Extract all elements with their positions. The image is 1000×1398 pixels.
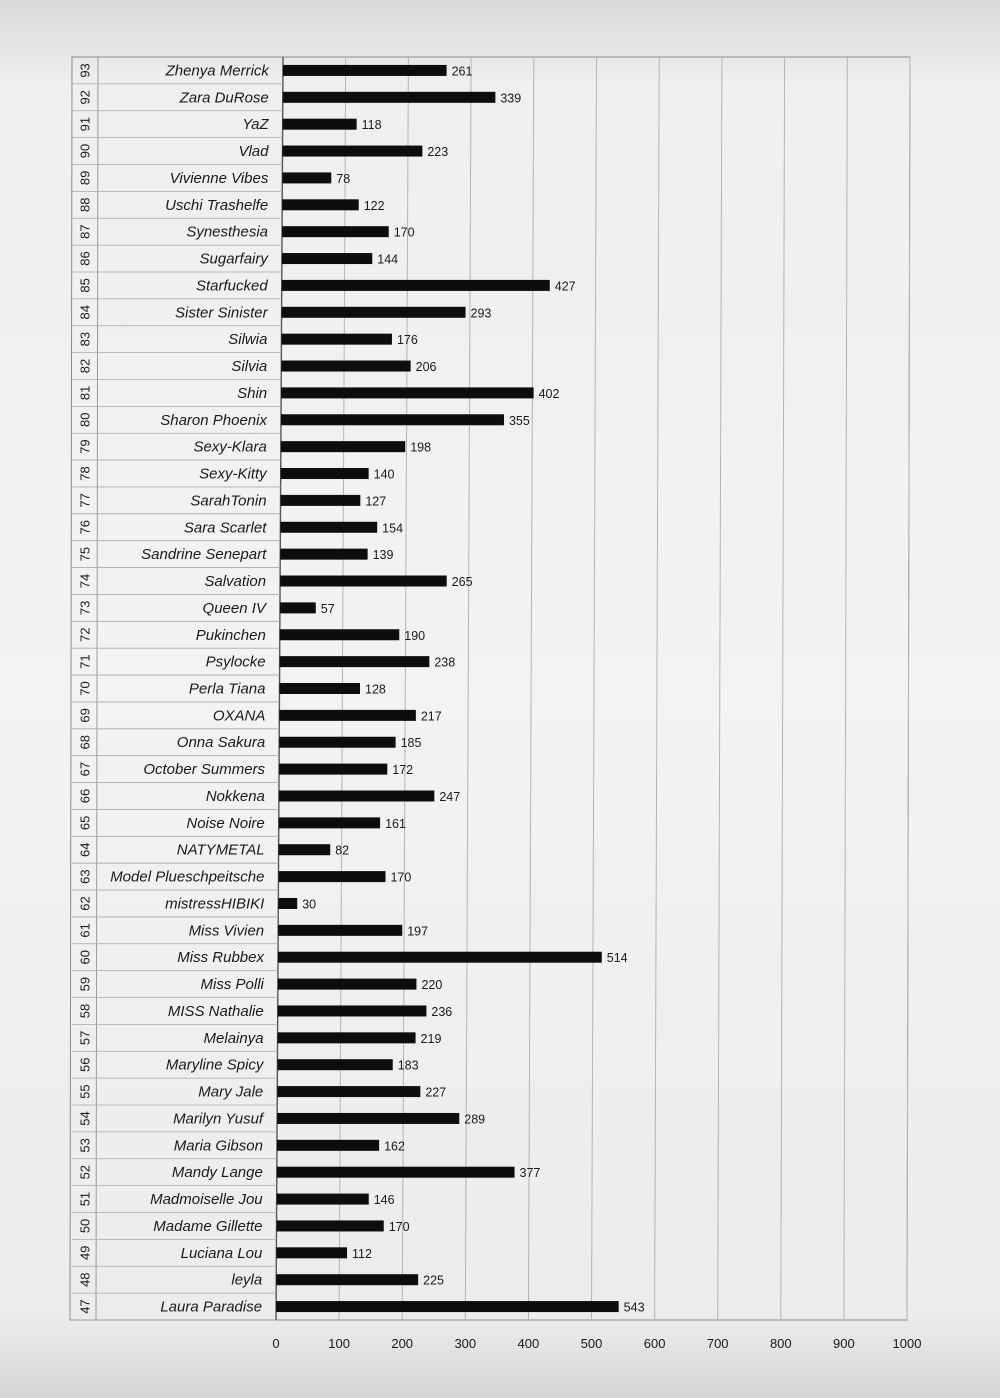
data-label: 127 xyxy=(365,494,387,509)
data-label: 225 xyxy=(423,1273,445,1288)
data-label: 197 xyxy=(407,924,429,939)
category-label: Onna Sakura xyxy=(176,734,266,752)
row-52 xyxy=(72,1164,540,1185)
bar xyxy=(276,1247,347,1258)
row-77 xyxy=(72,492,386,513)
gridline-500 xyxy=(592,57,597,1320)
row-60 xyxy=(72,949,628,970)
row-number: 72 xyxy=(77,627,93,642)
bar xyxy=(278,925,402,936)
category-label: Vivienne Vibes xyxy=(169,169,269,187)
gridline-400 xyxy=(528,57,533,1320)
bar xyxy=(280,683,361,694)
row-89 xyxy=(72,170,350,191)
row-66 xyxy=(72,788,460,809)
row-47 xyxy=(72,1299,645,1320)
row-number: 82 xyxy=(77,358,93,374)
category-label: Psylocke xyxy=(205,653,266,671)
row-number: 75 xyxy=(77,546,93,562)
bar xyxy=(280,629,399,640)
row-58 xyxy=(72,1003,452,1024)
bar xyxy=(281,441,405,452)
category-label: OXANA xyxy=(212,707,266,725)
bar xyxy=(277,1140,379,1151)
row-72 xyxy=(72,627,425,648)
bar xyxy=(283,92,496,103)
row-83 xyxy=(72,331,418,352)
row-56 xyxy=(72,1057,419,1078)
row-86 xyxy=(72,251,398,272)
bar xyxy=(282,280,550,291)
row-number: 67 xyxy=(77,761,93,777)
bar xyxy=(281,468,369,479)
row-64 xyxy=(72,842,349,863)
category-label: Sexy-Kitty xyxy=(199,465,267,483)
row-85 xyxy=(72,277,576,298)
row-number: 64 xyxy=(77,842,93,857)
data-label: 220 xyxy=(421,978,443,993)
row-48 xyxy=(72,1272,444,1293)
row-90 xyxy=(72,143,448,164)
bar xyxy=(276,1301,619,1312)
bar xyxy=(282,226,389,237)
data-label: 293 xyxy=(470,306,492,321)
data-label: 146 xyxy=(373,1193,395,1208)
bar xyxy=(279,844,331,855)
category-label: NATYMETAL xyxy=(176,841,265,859)
row-number: 83 xyxy=(77,331,93,347)
row-number: 54 xyxy=(77,1111,93,1126)
row-number: 90 xyxy=(77,143,93,159)
data-label: 427 xyxy=(554,279,576,294)
row-number: 61 xyxy=(77,923,93,938)
data-label: 261 xyxy=(451,64,473,79)
bar xyxy=(278,898,297,909)
data-label: 183 xyxy=(397,1058,419,1073)
data-label: 170 xyxy=(390,870,412,885)
data-label: 190 xyxy=(404,628,426,643)
row-93 xyxy=(72,62,472,83)
data-label: 170 xyxy=(393,225,415,240)
category-label: Sister Sinister xyxy=(175,304,268,322)
row-number: 86 xyxy=(77,251,93,266)
row-65 xyxy=(72,815,406,836)
data-label: 236 xyxy=(431,1004,453,1019)
row-68 xyxy=(72,734,422,755)
bar xyxy=(279,737,395,748)
data-label: 162 xyxy=(384,1139,405,1154)
row-number: 60 xyxy=(77,949,93,965)
row-78 xyxy=(72,466,395,487)
data-label: 161 xyxy=(385,816,406,831)
bar xyxy=(277,1086,420,1097)
category-label: Salvation xyxy=(204,573,267,591)
category-label: Zara DuRose xyxy=(179,89,269,107)
x-tick-label: 900 xyxy=(833,1336,855,1351)
category-label: Vlad xyxy=(238,143,269,161)
row-79 xyxy=(72,439,431,460)
gridline-800 xyxy=(781,57,785,1320)
row-number: 56 xyxy=(77,1057,93,1072)
row-number: 52 xyxy=(77,1164,93,1180)
data-label: 339 xyxy=(500,91,522,106)
category-label: mistressHIBIKI xyxy=(165,895,265,913)
row-number: 59 xyxy=(77,976,93,992)
row-number: 62 xyxy=(77,896,93,911)
row-number: 77 xyxy=(77,493,93,508)
data-label: 206 xyxy=(415,360,437,375)
category-label: Queen IV xyxy=(202,599,266,617)
bar xyxy=(279,764,387,775)
bar xyxy=(278,1032,416,1043)
row-75 xyxy=(72,546,394,567)
number-column-divider xyxy=(96,57,98,1320)
data-label: 78 xyxy=(336,171,351,186)
data-label: 170 xyxy=(388,1219,410,1234)
row-number: 89 xyxy=(77,170,93,186)
data-label: 30 xyxy=(302,897,317,912)
row-number: 47 xyxy=(77,1299,93,1314)
row-number: 81 xyxy=(77,385,93,401)
row-71 xyxy=(72,654,455,675)
row-number: 57 xyxy=(77,1030,93,1046)
data-label: 217 xyxy=(420,709,442,724)
bar xyxy=(281,495,361,506)
bar xyxy=(279,817,380,828)
category-label: Miss Rubbex xyxy=(177,949,265,967)
category-label: Synesthesia xyxy=(186,223,269,241)
row-53 xyxy=(72,1137,405,1158)
x-tick-label: 200 xyxy=(391,1336,414,1351)
data-label: 543 xyxy=(623,1300,645,1315)
row-number: 73 xyxy=(77,600,93,616)
category-label: Marilyn Yusuf xyxy=(173,1110,264,1128)
category-label: Mary Jale xyxy=(198,1083,264,1101)
row-80 xyxy=(72,412,530,433)
bar xyxy=(279,710,416,721)
data-label: 223 xyxy=(427,145,449,160)
category-label: Sharon Phoenix xyxy=(160,411,267,429)
data-label: 198 xyxy=(410,440,432,455)
x-tick-label: 100 xyxy=(328,1336,350,1351)
category-label: Silvia xyxy=(231,358,268,376)
category-label: Melainya xyxy=(203,1029,264,1047)
row-57 xyxy=(72,1030,441,1051)
row-55 xyxy=(72,1084,446,1105)
category-label: Sugarfairy xyxy=(199,250,268,268)
row-74 xyxy=(72,573,473,594)
data-label: 402 xyxy=(538,386,560,401)
category-label: Luciana Lou xyxy=(180,1244,263,1262)
row-54 xyxy=(72,1110,485,1131)
category-label: Maryline Spicy xyxy=(165,1056,264,1074)
row-number: 55 xyxy=(77,1084,93,1099)
category-label: Noise Noire xyxy=(186,814,265,832)
data-label: 265 xyxy=(451,575,473,590)
x-tick-label: 300 xyxy=(454,1336,477,1351)
row-number: 48 xyxy=(77,1272,93,1287)
category-label: Starfucked xyxy=(196,277,268,295)
row-51 xyxy=(72,1191,395,1212)
row-67 xyxy=(72,761,413,782)
bar xyxy=(281,414,504,425)
category-label: Laura Paradise xyxy=(160,1298,263,1316)
gridline-700 xyxy=(718,57,722,1320)
bar xyxy=(280,576,447,587)
data-label: 247 xyxy=(439,789,461,804)
bar xyxy=(278,952,602,963)
category-label: MISS Nathalie xyxy=(167,1002,264,1020)
data-label: 140 xyxy=(373,467,395,482)
row-59 xyxy=(72,976,442,997)
row-76 xyxy=(72,519,403,540)
row-number: 70 xyxy=(77,681,93,696)
bar xyxy=(276,1274,418,1285)
x-tick-label: 500 xyxy=(580,1336,603,1351)
row-50 xyxy=(72,1218,410,1239)
bar xyxy=(283,119,357,130)
category-label: Nokkena xyxy=(205,787,265,805)
bar xyxy=(277,1059,392,1070)
x-tick-label: 700 xyxy=(706,1336,729,1351)
bar xyxy=(277,1113,459,1124)
row-number: 84 xyxy=(77,305,93,320)
gridline-200 xyxy=(402,57,408,1320)
row-number: 69 xyxy=(77,708,93,723)
data-label: 176 xyxy=(396,333,418,348)
row-92 xyxy=(72,89,521,110)
bar xyxy=(280,549,367,560)
gridline-1000 xyxy=(907,57,910,1320)
category-label: Sexy-Klara xyxy=(193,438,267,456)
row-61 xyxy=(72,922,428,943)
row-number: 74 xyxy=(77,573,93,589)
x-tick-label: 1000 xyxy=(892,1336,922,1351)
bar xyxy=(277,1220,384,1231)
category-label: Shin xyxy=(237,384,268,402)
data-label: 172 xyxy=(392,763,414,778)
row-91 xyxy=(72,116,382,137)
category-label: YaZ xyxy=(242,116,269,134)
row-49 xyxy=(72,1245,372,1266)
x-axis xyxy=(272,1336,921,1351)
row-number: 71 xyxy=(77,654,93,669)
row-70 xyxy=(72,681,386,702)
row-number: 63 xyxy=(77,869,93,884)
category-label: Sandrine Senepart xyxy=(141,546,267,564)
category-label: Madmoiselle Jou xyxy=(150,1191,263,1209)
bar xyxy=(278,1005,427,1016)
data-label: 355 xyxy=(508,413,530,428)
row-number: 80 xyxy=(77,412,93,428)
bar xyxy=(282,172,331,183)
rows-layer xyxy=(72,62,645,1320)
data-label: 154 xyxy=(382,521,404,536)
row-63 xyxy=(72,869,411,890)
data-label: 219 xyxy=(420,1031,442,1046)
gridline-300 xyxy=(465,57,471,1320)
bar xyxy=(282,253,372,264)
gridline-600 xyxy=(655,57,660,1320)
gridline-900 xyxy=(844,57,847,1320)
category-label: Sara Scarlet xyxy=(183,519,267,537)
row-number: 93 xyxy=(77,63,93,78)
row-81 xyxy=(72,385,560,406)
bar xyxy=(282,199,359,210)
bar xyxy=(280,656,430,667)
category-label: Miss Polli xyxy=(200,976,264,994)
bar xyxy=(280,602,316,613)
bar xyxy=(277,1167,515,1178)
data-label: 227 xyxy=(425,1085,447,1100)
data-label: 139 xyxy=(372,548,394,563)
data-label: 238 xyxy=(434,655,456,670)
category-label: Silwia xyxy=(228,331,268,349)
data-label: 144 xyxy=(377,252,399,267)
row-number: 66 xyxy=(77,788,93,804)
category-label: Zhenya Merrick xyxy=(165,62,269,80)
bar xyxy=(281,361,410,372)
row-number: 79 xyxy=(77,439,93,454)
category-label: Mandy Lange xyxy=(171,1164,263,1182)
x-tick-label: 400 xyxy=(517,1336,540,1351)
row-number: 87 xyxy=(77,224,93,239)
bar xyxy=(278,979,417,990)
data-label: 82 xyxy=(335,843,350,858)
data-label: 118 xyxy=(361,118,382,133)
bar xyxy=(277,1194,369,1205)
row-number: 53 xyxy=(77,1138,93,1153)
data-label: 185 xyxy=(400,736,422,751)
row-62 xyxy=(72,895,316,916)
row-82 xyxy=(72,358,437,379)
data-label: 122 xyxy=(363,198,385,213)
row-number: 91 xyxy=(77,116,93,132)
row-number: 92 xyxy=(77,90,93,105)
category-label: Perla Tiana xyxy=(188,680,266,698)
bar xyxy=(279,790,434,801)
category-label: SarahTonin xyxy=(190,492,267,510)
row-number: 78 xyxy=(77,466,93,481)
x-tick-label: 600 xyxy=(643,1336,666,1351)
bar xyxy=(278,871,385,882)
row-number: 76 xyxy=(77,520,93,535)
data-label: 57 xyxy=(320,601,335,616)
category-label: October Summers xyxy=(143,761,266,779)
category-label: Uschi Trashelfe xyxy=(165,196,269,214)
row-number: 50 xyxy=(77,1218,93,1234)
row-73 xyxy=(72,600,335,621)
data-label: 377 xyxy=(519,1166,541,1181)
row-number: 51 xyxy=(77,1191,93,1207)
x-tick-label: 800 xyxy=(769,1336,792,1351)
category-label: Miss Vivien xyxy=(188,922,265,940)
bar xyxy=(281,334,392,345)
bar xyxy=(280,522,377,533)
bar xyxy=(282,146,422,157)
category-label: Madame Gillette xyxy=(153,1217,263,1235)
row-number: 88 xyxy=(77,197,93,213)
row-88 xyxy=(72,197,385,218)
category-label: Model Plueschpeitsche xyxy=(110,868,265,886)
row-87 xyxy=(72,224,415,245)
category-label: leyla xyxy=(231,1271,263,1289)
row-number: 58 xyxy=(77,1003,93,1019)
bar xyxy=(282,307,466,318)
bar xyxy=(281,387,533,398)
data-label: 289 xyxy=(464,1112,486,1127)
category-label: Maria Gibson xyxy=(173,1137,263,1155)
data-label: 112 xyxy=(352,1246,372,1261)
row-number: 49 xyxy=(77,1245,93,1261)
row-number: 65 xyxy=(77,815,93,831)
row-number: 85 xyxy=(77,278,93,293)
bar xyxy=(283,65,447,76)
row-69 xyxy=(72,707,442,728)
data-label: 128 xyxy=(365,682,386,697)
row-number: 68 xyxy=(77,735,93,750)
x-tick-label: 0 xyxy=(272,1336,280,1351)
data-label: 514 xyxy=(606,951,628,966)
category-label: Pukinchen xyxy=(195,626,266,644)
